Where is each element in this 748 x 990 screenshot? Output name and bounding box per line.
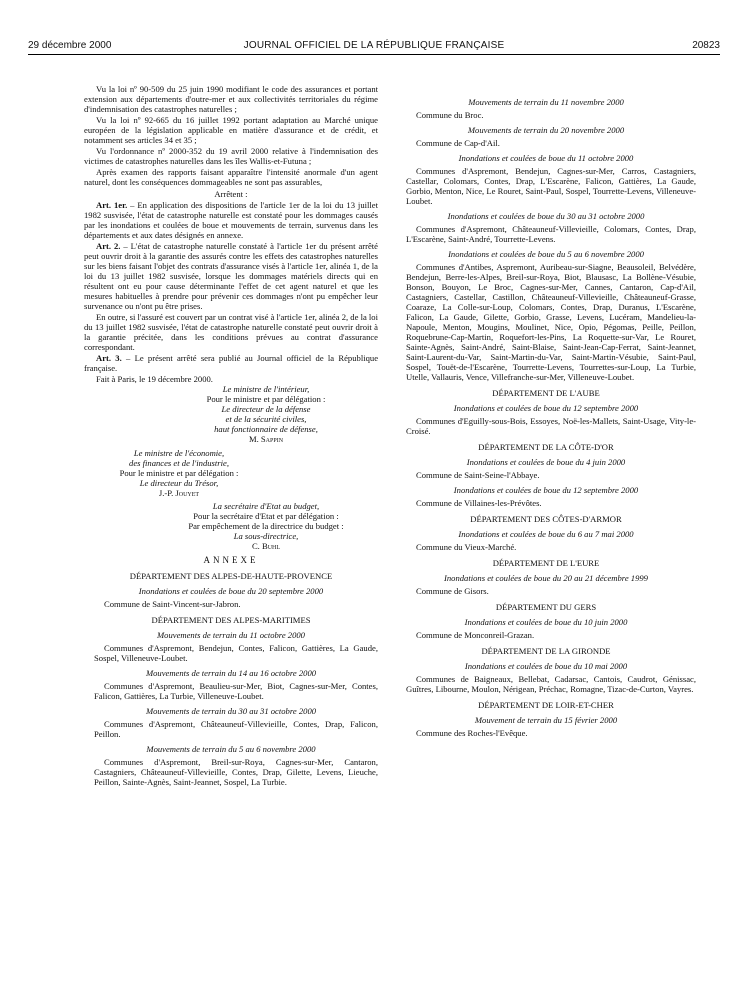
- communes-list: Commune de Gisors.: [416, 586, 489, 596]
- communes-list: Communes d'Aspremont, Châteauneuf-Villevieille, Colomars, Contes, Drap, L'Escarène, Saint-André, Tourrette-Levens.: [406, 224, 696, 244]
- done-at-line: Fait à Paris, le 19 décembre 2000.: [96, 374, 213, 384]
- signatory-line: Par empêchement de la directrice du budget :: [188, 521, 344, 531]
- signatory-line: Pour le ministre et par délégation :: [119, 468, 239, 478]
- visa-paragraph: Vu l'ordonnance nº 2000-352 du 19 avril 2000 relative à l'indemnisation des victimes de catastrophes naturelles dans les îles Wallis-et-Futuna ;: [84, 146, 378, 166]
- article-2-continued: [84, 312, 378, 352]
- communes-list: Communes d'Eguilly-sous-Bois, Essoyes, Noë-les-Mallets, Saint-Usage, Vity-le-Croisé.: [406, 416, 696, 436]
- department-heading: DÉPARTEMENT DE LOIR-ET-CHER: [478, 700, 614, 710]
- event-heading: Inondations et coulées de boue du 12 septembre 2000: [453, 485, 639, 495]
- article-text: – En application des dispositions de l'article 1er de la loi du 13 juillet 1982 susvisée, l'état de catastrophe naturelle est constaté pour les dommages causés par les inondations et coulées de boue et mouvements de terrain, survenus dans les départements et aux dates désignés en annexe.: [84, 200, 378, 240]
- signatory-title: La secrétaire d'Etat au budget,: [212, 501, 320, 511]
- communes-list: Commune de Saint-Seine-l'Abbaye.: [416, 470, 540, 480]
- right-column: [396, 92, 696, 740]
- header-date: 29 décembre 2000: [28, 40, 112, 51]
- communes-list: Communes d'Aspremont, Bendejun, Contes, Falicon, Gattières, La Gaude, Sospel, Villeneuve-Loubet.: [94, 643, 378, 663]
- event-heading: Mouvements de terrain du 20 novembre 2000: [467, 125, 625, 135]
- communes-list: Communes d'Antibes, Aspremont, Auribeau-sur-Siagne, Beausoleil, Belvédère, Bendejun, Berre-les-Alpes, Breil-sur-Roya, Biot, Blausasc, La Bollène-Vésubie, Bonson, Bouyon, Le Broc, Cagnes-sur-Mer, Cannes, Cantaron, Cap-d'Ail, Castagniers, Castellar, Castillon, Châteauneuf-Villevieille, Châteauneuf-Grasse, Coaraze, La Colle-sur-Loup, Colomars, Contes, Drap, Duranus, L'Escarène, Falicon, La Gaude, Gilette, Gorbio, Grasse, Levens, Lucéram, Mandelieu-la-Napoule, Menton, Mougins, Moulinet, Nice, Opio, Pégomas, Peille, Peillon, Roquebrune-Cap-Martin, Roquefort-les-Pins, La Roquette-sur-Var, Le Rouret, Sainte-Agnès, Saint-André, Saint-Blaise, Saint-Jean-Cap-Ferrat, Saint-Jeannet, Saint-Laurent-du-Var, Saint-Martin-du-Var, Saint-Martin-Vésubie, Saint-Paul, Sospel, Touët-de-l'Escarène, Tourrette-Levens, Tourrettes-sur-Loup, La Turbie, Utelle, Vallauris, Vence, Villefranche-sur-Mer, Villeneuve-Loubet.: [406, 262, 696, 382]
- department-heading: DÉPARTEMENT DE L'EURE: [492, 558, 600, 568]
- header-page-number: 20823: [692, 40, 720, 51]
- event-heading: Mouvements de terrain du 30 au 31 octobre 2000: [145, 706, 317, 716]
- article-1: [84, 200, 378, 240]
- event-heading: Mouvements de terrain du 11 novembre 2000: [468, 97, 624, 107]
- communes-list: Commune de Cap-d'Ail.: [416, 138, 500, 148]
- running-header: [28, 40, 720, 55]
- event-heading: Inondations et coulées de boue du 10 juin 2000: [464, 617, 628, 627]
- event-heading: Inondations et coulées de boue du 5 au 6 novembre 2000: [448, 249, 644, 259]
- communes-list: Communes d'Aspremont, Breil-sur-Roya, Cagnes-sur-Mer, Cantaron, Castagniers, Châteauneuf-Villevieille, Contes, Drap, Gilette, Levens, Lieuche, Peillon, Sainte-Agnès, Saint-Jeannet, Sospel, La Turbie.: [94, 757, 378, 787]
- article-text: En outre, si l'assuré est couvert par un contrat visé à l'article 1er, alinéa 2, de la loi du 13 juillet 1982 susvisée, l'état de catastrophe naturelle constaté peut ouvrir droit à la garantie précitée, dans les conditions prévues au contrat d'assurance correspondant.: [84, 312, 378, 352]
- communes-list: Communes d'Aspremont, Châteauneuf-Villevieille, Contes, Drap, Falicon, Peillon.: [94, 719, 378, 739]
- signatory-name: M. Sappin: [248, 434, 284, 444]
- signatory-title: Le ministre de l'économie,: [133, 448, 225, 458]
- department-heading: DÉPARTEMENT DES CÔTES-D'ARMOR: [470, 514, 622, 524]
- arretent-heading: Arrêtent :: [214, 189, 248, 199]
- event-heading: Mouvement de terrain du 15 février 2000: [474, 715, 618, 725]
- event-heading: Inondations et coulées de boue du 20 septembre 2000: [138, 586, 324, 596]
- communes-list: Communes d'Aspremont, Bendejun, Cagnes-sur-Mer, Carros, Castagniers, Castellar, Colomars, Contes, Drap, L'Escarène, Falicon, Gattières, La Gaude, Gorbio, Menton, Nice, Le Rouret, Saint-Paul, Sospel, Tourrette-Levens, Villeneuve-Loubet.: [406, 166, 696, 206]
- article-number: Art. 1er.: [96, 200, 128, 210]
- signatory-line: Pour le ministre et par délégation :: [206, 394, 326, 404]
- signature-budget: [84, 501, 378, 551]
- article-3: [84, 353, 378, 373]
- communes-list: Commune de Saint-Vincent-sur-Jabron.: [104, 599, 241, 609]
- annexe-heading: ANNEXE: [203, 555, 259, 565]
- communes-list: Commune du Broc.: [416, 110, 484, 120]
- event-heading: Inondations et coulées de boue du 10 mai 2000: [464, 661, 628, 671]
- signatory-line: Le directeur de la défense: [221, 404, 311, 414]
- event-heading: Mouvements de terrain du 11 octobre 2000: [157, 630, 305, 640]
- signatory-line: et de la sécurité civiles,: [225, 414, 307, 424]
- signatory-line: La sous-directrice,: [233, 531, 299, 541]
- visa-paragraph: Vu la loi nº 92-665 du 16 juillet 1992 portant adaptation au Marché unique européen de la législation applicable en matière d'assurance et de crédit, et notamment ses articles 34 et 35 ;: [84, 115, 378, 145]
- event-heading: Mouvements de terrain du 14 au 16 octobre 2000: [145, 668, 317, 678]
- signatory-line: Pour la secrétaire d'Etat et par délégation :: [193, 511, 339, 521]
- communes-list: Communes de Baigneaux, Bellebat, Cadarsac, Cantois, Caudrot, Génissac, Guîtres, Libourne, Moulon, Nérigean, Préchac, Romagne, Tizac-de-Curton, Vayres.: [406, 674, 696, 694]
- signatory-name: C. Buhl: [251, 541, 281, 551]
- signatory-title: Le ministre de l'intérieur,: [222, 384, 310, 394]
- communes-list: Commune de Villaines-les-Prévôtes.: [416, 498, 542, 508]
- communes-list: Commune du Vieux-Marché.: [416, 542, 517, 552]
- communes-list: Commune des Roches-l'Evêque.: [416, 728, 528, 738]
- visa-paragraph: Après examen des rapports faisant apparaître l'intensité anormale d'un agent naturel, dont les conséquences dommageables ne sont pas assurables,: [84, 167, 378, 187]
- department-heading: DÉPARTEMENT DE LA GIRONDE: [481, 646, 611, 656]
- event-heading: Mouvements de terrain du 5 au 6 novembre 2000: [146, 744, 316, 754]
- signatory-title: des finances et de l'industrie,: [129, 458, 229, 468]
- signatory-name: J.-P. Jouyet: [158, 488, 200, 498]
- signature-economie: [84, 448, 274, 498]
- visa-paragraph: Vu la loi nº 90-509 du 25 juin 1990 modifiant le code des assurances et portant extension aux départements d'outre-mer et aux collectivités territoriales du régime d'indemnisation des catastrophes naturelles ;: [84, 84, 378, 114]
- left-column: [84, 84, 378, 789]
- event-heading: Inondations et coulées de boue du 12 septembre 2000: [453, 403, 639, 413]
- event-heading: Inondations et coulées de boue du 20 au 21 décembre 1999: [444, 573, 648, 583]
- department-heading: DÉPARTEMENT DE L'AUBE: [492, 388, 600, 398]
- event-heading: Inondations et coulées de boue du 11 octobre 2000: [458, 153, 634, 163]
- department-heading: DÉPARTEMENT DE LA CÔTE-D'OR: [478, 442, 614, 452]
- event-heading: Inondations et coulées de boue du 6 au 7 mai 2000: [458, 529, 634, 539]
- header-journal-title: JOURNAL OFFICIEL DE LA RÉPUBLIQUE FRANÇAISE: [243, 40, 505, 51]
- event-heading: Inondations et coulées de boue du 30 au 31 octobre 2000: [447, 211, 645, 221]
- communes-list: Commune de Monconreil-Grazan.: [416, 630, 535, 640]
- signatory-line: haut fonctionnaire de défense,: [214, 424, 318, 434]
- article-2: [84, 241, 378, 311]
- signature-interieur: [84, 384, 378, 444]
- article-text: – L'état de catastrophe naturelle constaté à l'article 1er du présent arrêté peut ouvrir droit à la garantie des assurés contre les effets des catastrophes naturelles sur les biens faisant l'objet des contrats d'assurance visés à l'article 1er, alinéa 1, de la loi du 13 juillet 1982 susvisée, lorsque les dommages matériels directs qui en résultent ont eu pour cause déterminante l'effet de cet agent naturel et que les mesures habituelles à prendre pour prévenir ces dommages n'ont pu empêcher leur survenance ou n'ont pu être prises.: [84, 241, 378, 311]
- department-heading: DÉPARTEMENT DES ALPES-MARITIMES: [151, 615, 311, 625]
- department-heading: DÉPARTEMENT DES ALPES-DE-HAUTE-PROVENCE: [129, 571, 333, 581]
- article-number: Art. 3.: [96, 353, 122, 363]
- communes-list: Communes d'Aspremont, Beaulieu-sur-Mer, Biot, Cagnes-sur-Mer, Contes, Falicon, Gattières, La Turbie, Villeneuve-Loubet.: [94, 681, 378, 701]
- event-heading: Inondations et coulées de boue du 4 juin 2000: [466, 457, 626, 467]
- signatory-line: Le directeur du Trésor,: [139, 478, 219, 488]
- department-heading: DÉPARTEMENT DU GERS: [495, 602, 597, 612]
- article-text: – Le présent arrêté sera publié au Journal officiel de la République française.: [84, 353, 379, 373]
- article-number: Art. 2.: [96, 241, 121, 251]
